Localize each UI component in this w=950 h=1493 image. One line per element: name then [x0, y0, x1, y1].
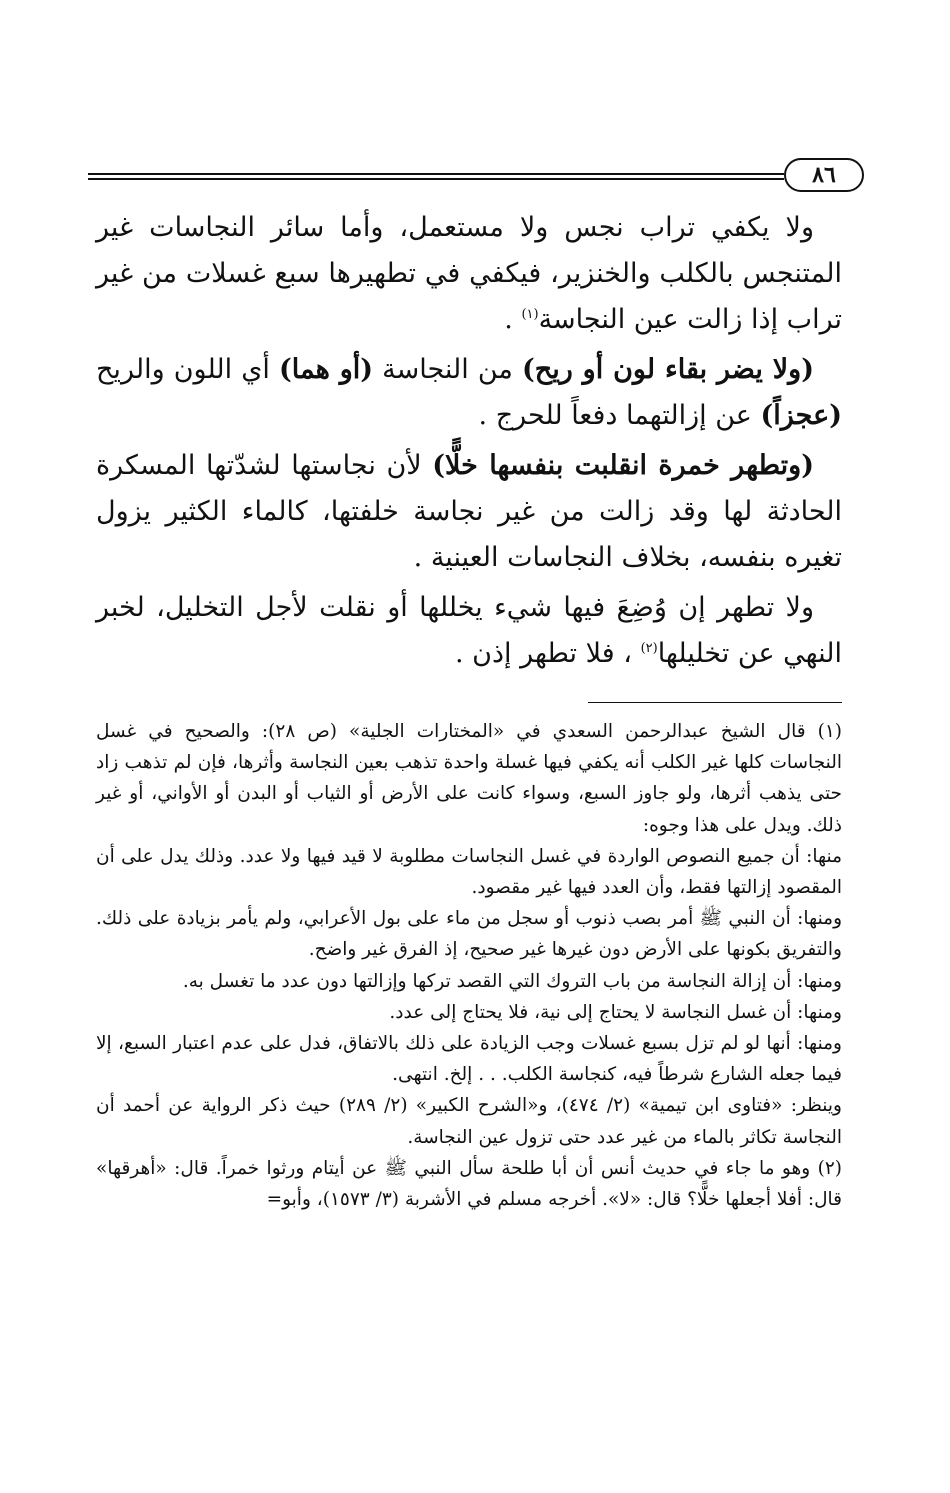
- footnote-1-point: ومنها: أن غسل النجاسة لا يحتاج إلى نية، فلا يحتاج إلى عدد.: [389, 1001, 842, 1023]
- footnote-separator: [588, 702, 842, 703]
- paragraph-4-end: ، فلا تطهر إذن .: [454, 638, 641, 669]
- commentary-text: أي اللون والريح: [96, 354, 279, 385]
- footnote-1-point: ومنها: أنها لو لم تزل بسبع غسلات وجب الزيادة على ذلك بالاتفاق، فدل على عدم اعتبار السبع، إلا فيما جعله الشارع شرطاً فيه، كنجاسة الكلب. . . إلخ. انتهى.: [96, 1033, 842, 1086]
- footnotes: [96, 716, 842, 1215]
- paragraph-1-end: .: [504, 304, 522, 335]
- paragraph-4: [96, 585, 842, 677]
- matn-phrase: (عجزاً): [760, 400, 842, 431]
- footnote-1-point: ومنها: أن إزالة النجاسة من باب التروك التي القصد تركها وإزالتها دون عدد ما تغسل به.: [182, 970, 842, 992]
- paragraph-3: [96, 443, 842, 581]
- page-header: [88, 158, 864, 198]
- footnote-1-point: منها: أن جميع النصوص الواردة في غسل النجاسات مطلوبة لا قيد فيها ولا عدد. وذلك يدل على أن المقصود إزالتها فقط، وأن العدد فيها غير مقصود.: [96, 845, 842, 899]
- footnote-1-point: ومنها: أن النبي ﷺ أمر بصب ذنوب أو سجل من ماء على بول الأعرابي، ولم يأمر بزيادة على ذلك. والتفريق بكونها على الأرض دون غيرها غير صحيح، إذ الفرق غير واضح.: [96, 908, 842, 961]
- paragraph-1-text: ولا يكفي تراب نجس ولا مستعمل، وأما سائر النجاسات غير المتنجس بالكلب والخنزير، فيكفي في تطهيرها سبع غسلات من غير تراب إذا زالت عين النجاسة: [96, 212, 842, 335]
- paragraph-4-text: ولا تطهر إن وُضِعَ فيها شيء يخللها أو نقلت لأجل التخليل، لخبر النهي عن تخليلها: [96, 592, 842, 669]
- page-number: ٨٦: [784, 158, 864, 192]
- paragraph-1: [96, 205, 842, 343]
- commentary-text: عن إزالتهما دفعاً للحرج .: [478, 400, 761, 431]
- paragraph-2: [96, 347, 842, 439]
- header-rule: [88, 173, 784, 180]
- footnote-2: (٢) وهو ما جاء في حديث أنس أن أبا طلحة سأل النبي ﷺ عن أيتام ورثوا خمراً. قال: «أهرقها» قال: أفلا أجعلها خلًّا؟ قال: «لا». أخرجه مسلم في الأشربة (٣/ ١٥٧٣)، وأبو=: [96, 1157, 842, 1211]
- matn-phrase: (أو هما): [278, 354, 374, 385]
- matn-phrase: (وتطهر خمرة انقلبت بنفسها خلًّا): [432, 450, 814, 481]
- footnote-1: (١) قال الشيخ عبدالرحمن السعدي في «المختارات الجلية» (ص ٢٨): والصحيح في غسل النجاسات كلها غير الكلب أنه يكفي فيها غسلة واحدة تذهب بعين النجاسة وأثرها، فإن لم تذهب زاد حتى يذهب أثرها، ولو جاوز السبع، وسواء كانت على الأرض أو الثياب أو البدن أو الأواني، أو غير ذلك. ويدل على هذا وجوه:: [96, 721, 843, 836]
- matn-phrase: (ولا يضر بقاء لون أو ريح): [521, 354, 814, 385]
- footnote-ref-1: (١): [521, 307, 539, 322]
- commentary-text: لأن نجاستها لشدّتها المسكرة الحادثة لها وقد زالت من غير نجاسة خلفتها، كالماء الكثير يزول تغيره بنفسه، بخلاف النجاسات العينية .: [96, 450, 842, 573]
- main-text: [96, 205, 842, 681]
- footnote-1-reference: وينظر: «فتاوى ابن تيمية» (٢/ ٤٧٤)، و«الشرح الكبير» (٢/ ٢٨٩) حيث ذكر الرواية عن أحمد أن النجاسة تكاثر بالماء من غير عدد حتى تزول عين النجاسة.: [96, 1095, 842, 1148]
- commentary-text: من النجاسة: [373, 354, 522, 385]
- footnote-ref-2: (٢): [640, 641, 658, 656]
